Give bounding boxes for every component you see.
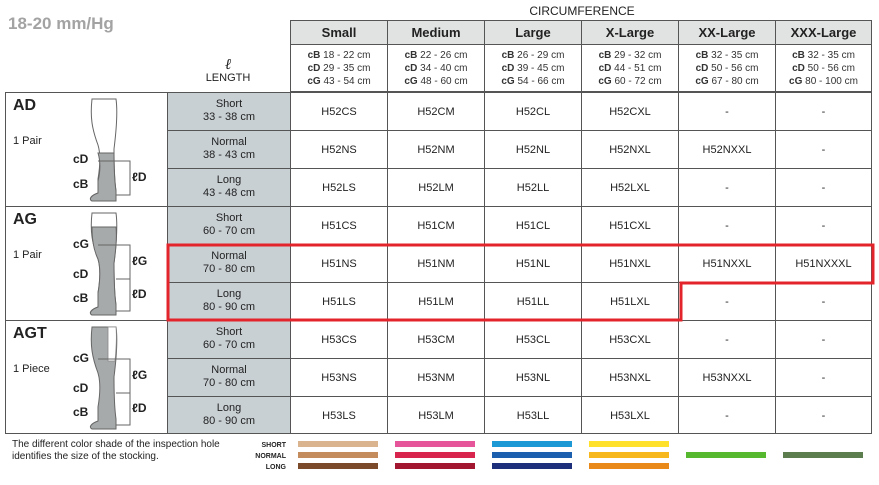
circumference-header: CIRCUMFERENCE: [529, 4, 635, 18]
product-code-cell: H52NXL: [581, 130, 678, 168]
product-code-cell: H52NL: [484, 130, 581, 168]
length-cell: Normal 70 - 80 cm: [167, 358, 290, 396]
group-quantity: 1 Pair: [13, 135, 42, 147]
product-code-cell: H52NXXL: [678, 130, 775, 168]
product-code-cell: H51NS: [290, 244, 387, 282]
pressure-title: 18-20 mm/Hg: [8, 14, 114, 33]
measure-label-ld: ℓD: [132, 287, 147, 301]
group-code: AGT: [13, 325, 47, 342]
product-code-cell: H51CM: [387, 206, 484, 244]
product-code-cell: -: [678, 396, 775, 433]
size-name: Large: [485, 21, 581, 45]
size-name: Medium: [388, 21, 484, 45]
product-code-cell: H53NM: [387, 358, 484, 396]
size-name: XXX-Large: [776, 21, 871, 45]
measure-label-ld: ℓD: [132, 170, 147, 184]
product-code-cell: H51NXL: [581, 244, 678, 282]
product-code-cell: -: [678, 320, 775, 358]
product-code-cell: H52LS: [290, 168, 387, 206]
product-code-cell: H52CXL: [581, 92, 678, 130]
product-code-cell: H51CS: [290, 206, 387, 244]
product-code-cell: H51LL: [484, 282, 581, 320]
product-code-cell: H51NXXL: [678, 244, 775, 282]
shade-label-normal: NORMAL: [255, 453, 286, 460]
product-code-cell: -: [775, 168, 872, 206]
product-code-cell: -: [678, 92, 775, 130]
length-cell: Normal 70 - 80 cm: [167, 244, 290, 282]
product-code-cell: -: [678, 282, 775, 320]
measure-label-lg: ℓG: [132, 368, 148, 382]
measure-label-cg: cG: [73, 237, 90, 251]
product-code-cell: H51NXXXL: [775, 244, 872, 282]
product-code-cell: H53LL: [484, 396, 581, 433]
product-code-cell: H53CL: [484, 320, 581, 358]
product-code-cell: H53LM: [387, 396, 484, 433]
measure-label-cb: cB: [73, 291, 89, 305]
product-code-cell: H52LL: [484, 168, 581, 206]
measure-label-lg: ℓG: [132, 254, 148, 268]
product-code-cell: H52CM: [387, 92, 484, 130]
product-code-cell: -: [775, 358, 872, 396]
length-cell: Long 80 - 90 cm: [167, 282, 290, 320]
product-code-cell: H52CS: [290, 92, 387, 130]
size-name: X-Large: [582, 21, 678, 45]
product-code-cell: H53LS: [290, 396, 387, 433]
length-cell: Short 60 - 70 cm: [167, 320, 290, 358]
product-code-cell: H53CXL: [581, 320, 678, 358]
length-cell: Short 33 - 38 cm: [167, 92, 290, 130]
size-name: Small: [291, 21, 387, 45]
length-cell: Normal 38 - 43 cm: [167, 130, 290, 168]
group-quantity: 1 Piece: [13, 363, 50, 375]
product-code-cell: -: [678, 206, 775, 244]
product-code-cell: H51NM: [387, 244, 484, 282]
length-cell: Long 43 - 48 cm: [167, 168, 290, 206]
color-shade-note: The different color shade of the inspection hole identifies the size of the stocking.: [12, 439, 220, 462]
product-code-cell: -: [775, 396, 872, 433]
measure-label-cg: cG: [73, 351, 90, 365]
size-name: XX-Large: [679, 21, 775, 45]
measure-label-cd: cD: [73, 267, 89, 281]
measure-label-cb: cB: [73, 405, 89, 419]
product-code-cell: H52LM: [387, 168, 484, 206]
measure-label-cb: cB: [73, 177, 89, 191]
product-code-cell: H52NM: [387, 130, 484, 168]
product-code-cell: H53LXL: [581, 396, 678, 433]
measure-label-cd: cD: [73, 152, 89, 166]
product-code-cell: H51LS: [290, 282, 387, 320]
product-code-cell: H53NS: [290, 358, 387, 396]
product-code-cell: -: [775, 92, 872, 130]
product-code-cell: -: [775, 206, 872, 244]
shade-label-long: LONG: [265, 464, 286, 471]
product-code-cell: H53NL: [484, 358, 581, 396]
measure-label-cd: cD: [73, 381, 89, 395]
product-code-cell: H53NXXL: [678, 358, 775, 396]
product-code-cell: H51NL: [484, 244, 581, 282]
size-ranges: cB 29 - 32 cm cD 44 - 51 cm cG 60 - 72 cm: [598, 50, 662, 87]
group-code: AG: [13, 211, 37, 228]
group-code: AD: [13, 97, 37, 114]
product-code-cell: -: [775, 320, 872, 358]
product-code-cell: H51CXL: [581, 206, 678, 244]
product-code-cell: H53NXL: [581, 358, 678, 396]
length-label: LENGTH: [205, 72, 251, 84]
product-code-cell: H51LM: [387, 282, 484, 320]
product-code-cell: H51LXL: [581, 282, 678, 320]
measure-label-ld: ℓD: [132, 401, 147, 415]
product-code-cell: H53CS: [290, 320, 387, 358]
product-code-cell: H52NS: [290, 130, 387, 168]
length-cell: Short 60 - 70 cm: [167, 206, 290, 244]
product-code-cell: H52CL: [484, 92, 581, 130]
product-code-cell: H51CL: [484, 206, 581, 244]
size-ranges: cB 22 - 26 cm cD 34 - 40 cm cG 48 - 60 cm: [404, 50, 468, 87]
shade-label-short: SHORT: [261, 442, 286, 449]
product-code-cell: H53CM: [387, 320, 484, 358]
product-code-cell: -: [678, 168, 775, 206]
product-code-cell: H52LXL: [581, 168, 678, 206]
product-code-cell: -: [775, 130, 872, 168]
group-quantity: 1 Pair: [13, 249, 42, 261]
product-code-cell: -: [775, 282, 872, 320]
length-cell: Long 80 - 90 cm: [167, 396, 290, 433]
length-symbol: ℓ: [224, 55, 232, 73]
size-ranges: cB 26 - 29 cm cD 39 - 45 cm cG 54 - 66 cm: [501, 50, 565, 87]
size-ranges: cB 32 - 35 cm cD 50 - 56 cm cG 80 - 100 cm: [789, 50, 858, 87]
size-ranges: cB 18 - 22 cm cD 29 - 35 cm cG 43 - 54 cm: [307, 50, 371, 87]
size-ranges: cB 32 - 35 cm cD 50 - 56 cm cG 67 - 80 cm: [695, 50, 759, 87]
